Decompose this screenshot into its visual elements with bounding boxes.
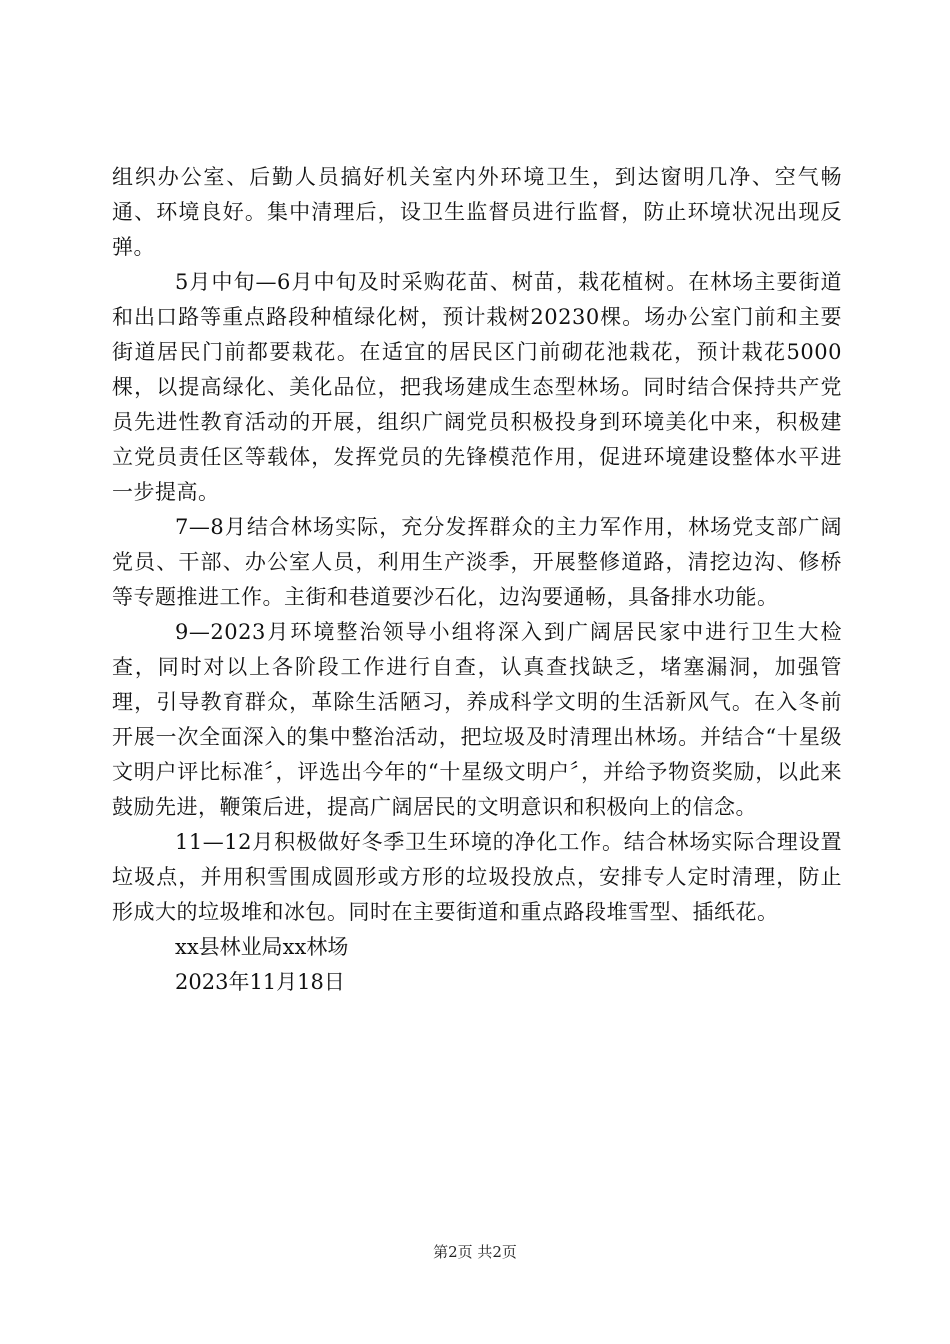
document-body	[112, 160, 842, 1000]
paragraph-may-june-planting: 5月中旬—6月中旬及时采购花苗、树苗，栽花植树。在林场主要街道和出口路等重点路段种植绿化树，预计栽树20230棵。场办公室门前和主要街道居民门前都要栽花。在适宜的居民区门前砌花池栽花，预计栽花5000棵，以提高绿化、美化品位，把我场建成生态型林场。同时结合保持共产党员先进性教育活动的开展，组织广阔党员积极投身到环境美化中来，积极建立党员责任区等载体，发挥党员的先锋模范作用，促进环境建设整体水平进一步提高。	[112, 270, 842, 504]
paragraph-september-inspection: 9—2023月环境整治领导小组将深入到广阔居民家中进行卫生大检查，同时对以上各阶段工作进行自查，认真查找缺乏，堵塞漏洞，加强管理，引导教育群众，革除生活陋习，养成科学文明的生活新风气。在入冬前开展一次全面深入的集中整治活动，把垃圾及时清理出林场。并结合“十星级文明户评比标准〞，评选出今年的“十星级文明户〞，并给予物资奖励，以此来鼓励先进，鞭策后进，提高广阔居民的文明意识和积极向上的信念。	[112, 620, 842, 819]
paragraph-november-december-winter: 11—12月积极做好冬季卫生环境的净化工作。结合林场实际合理设置垃圾点，并用积雪围成圆形或方形的垃圾投放点，安排专人定时清理，防止形成大的垃圾堆和冰包。同时在主要街道和重点路段堆雪型、插纸花。	[112, 830, 842, 924]
signature-organization: xx县林业局xx林场	[175, 935, 349, 959]
signature-date: 2023年11月18日	[175, 970, 345, 994]
paragraph-environment-cleanup: 组织办公室、后勤人员搞好机关室内外环境卫生，到达窗明几净、空气畅通、环境良好。集中清理后，设卫生监督员进行监督，防止环境状况出现反弹。	[112, 165, 842, 259]
page-number-footer: 第2页 共2页	[433, 1243, 517, 1261]
paragraph-july-august-roads: 7—8月结合林场实际，充分发挥群众的主力军作用，林场党支部广阔党员、干部、办公室人员，利用生产淡季，开展整修道路，清挖边沟、修桥等专题推进工作。主街和巷道要沙石化，边沟要通畅，具备排水功能。	[112, 515, 842, 609]
